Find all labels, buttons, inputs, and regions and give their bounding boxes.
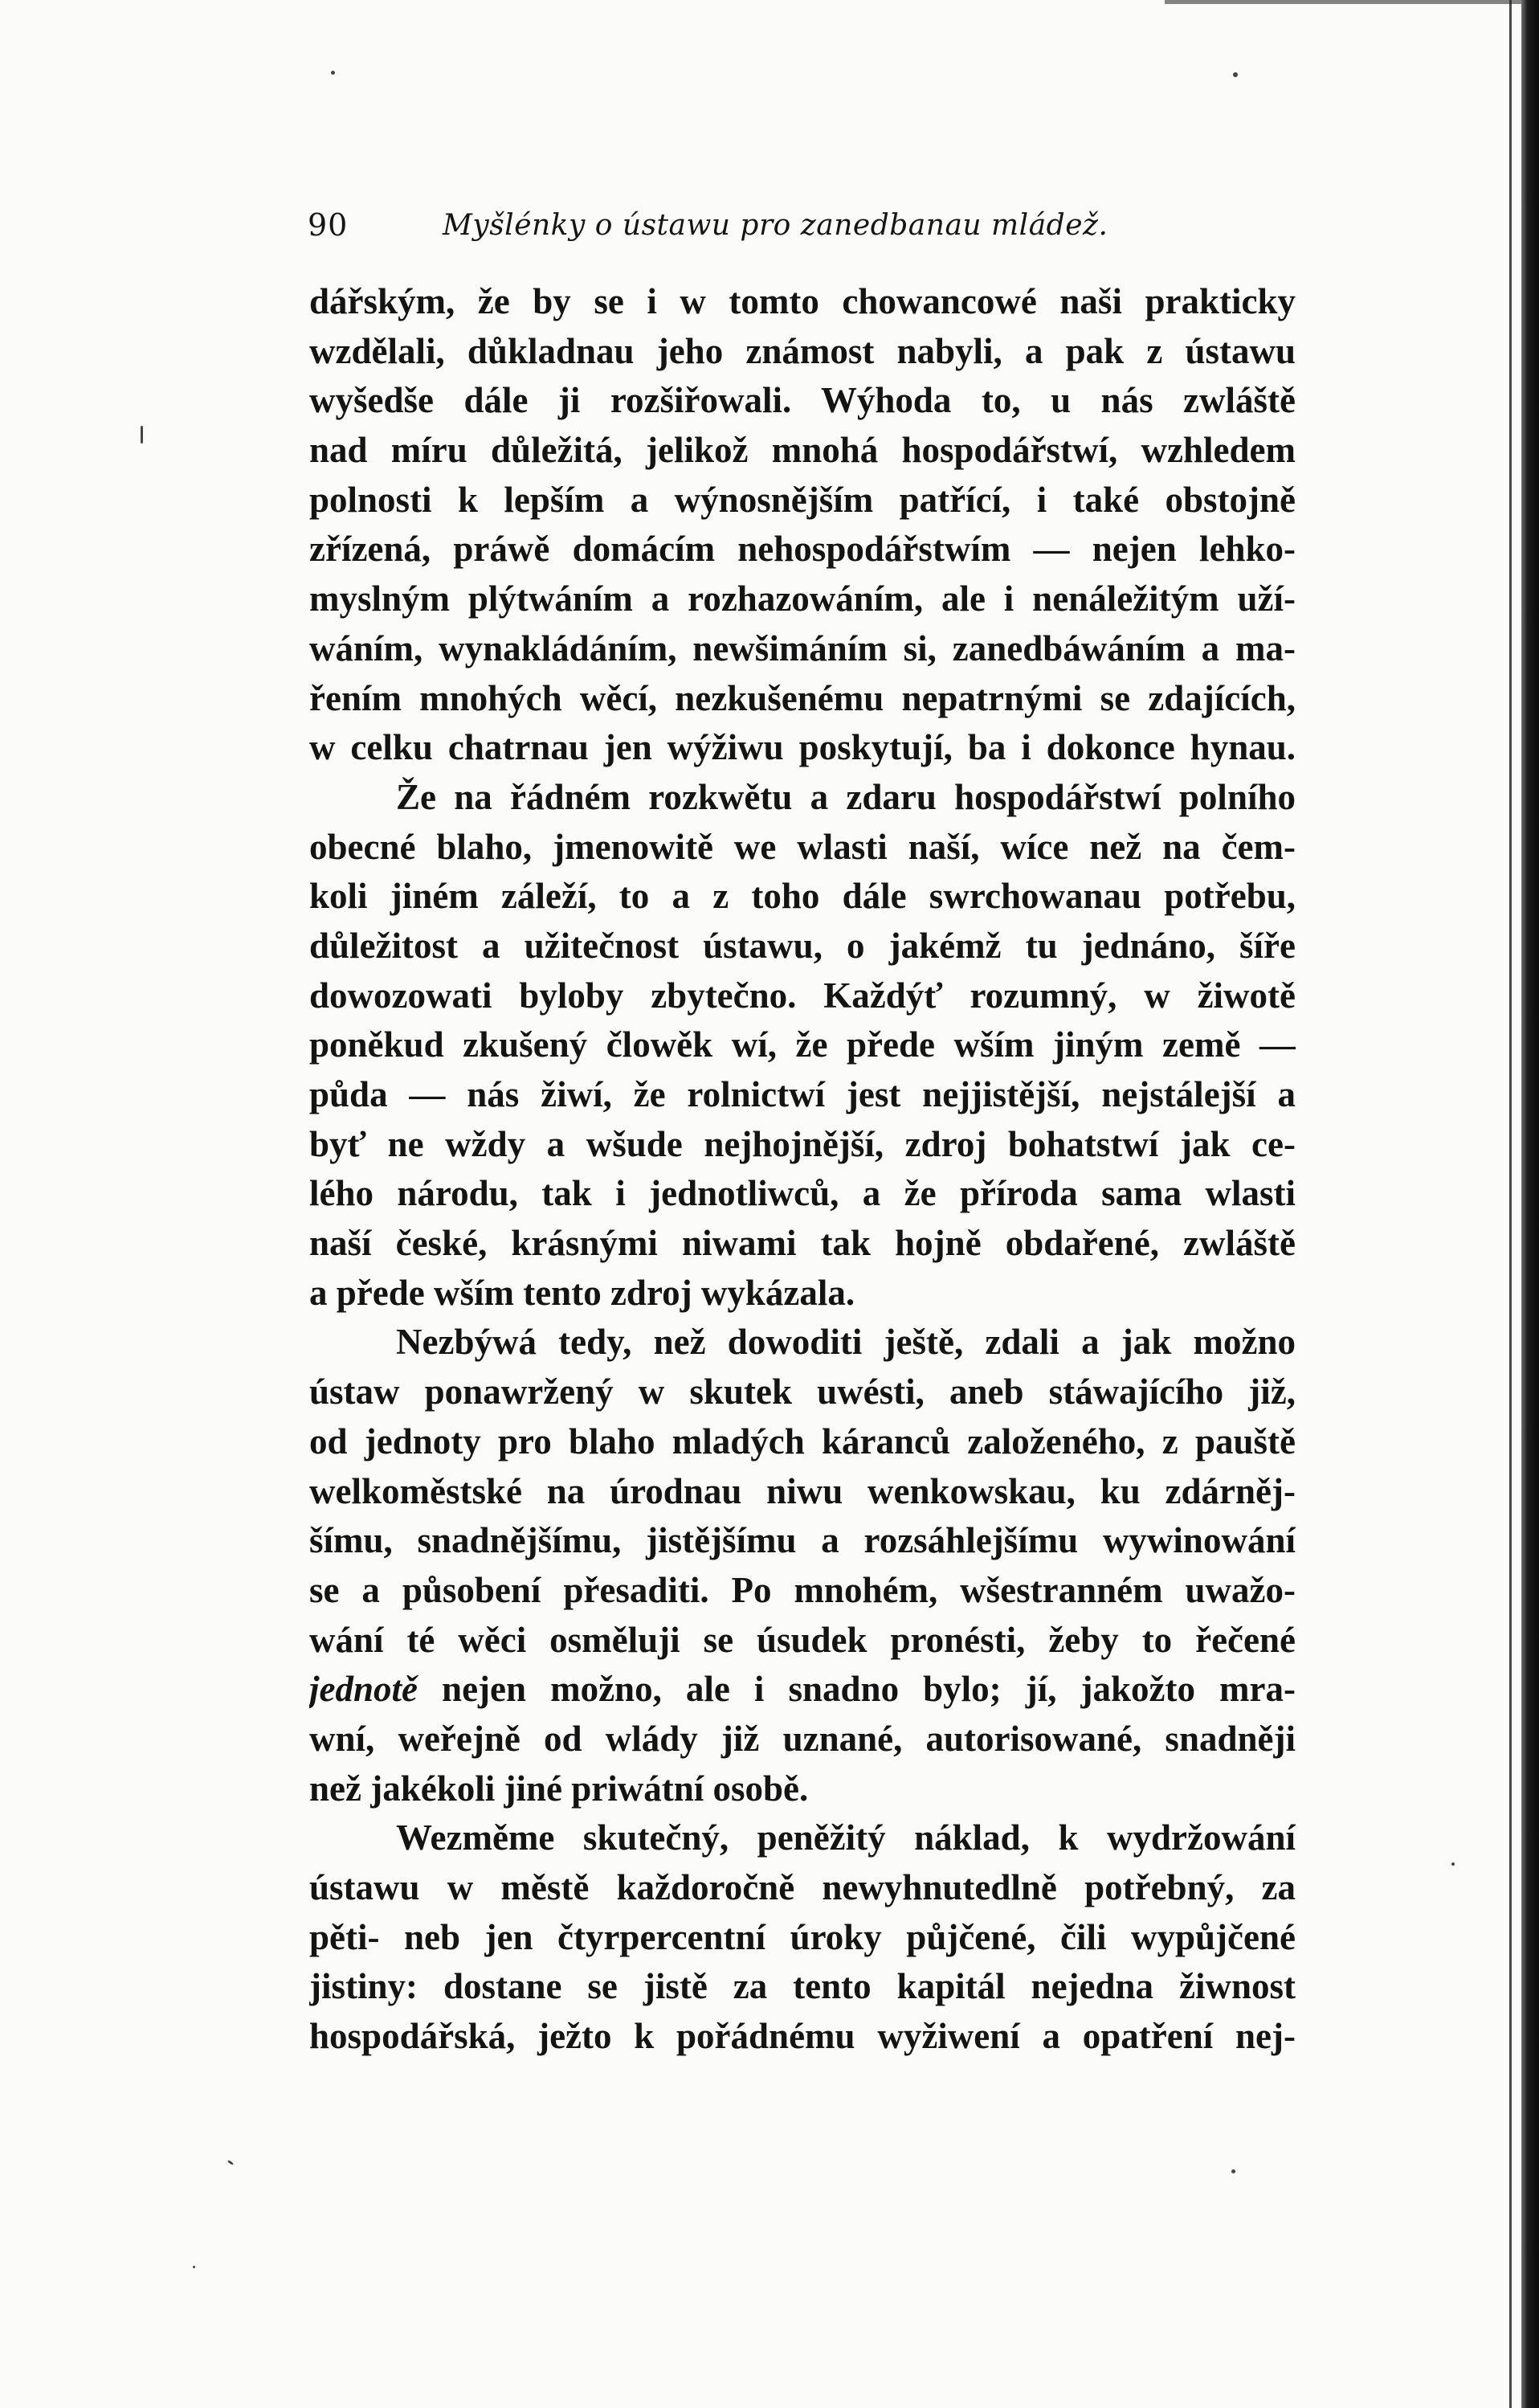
text-line: pěti- neb jen čtyrpercentní úroky půjčené, čili wypůjčené [309, 1916, 1296, 1957]
text-line: Nezbýwá tedy, než dowoditi ještě, zdali a jak možno [396, 1322, 1296, 1363]
paragraph-3 [309, 1318, 1296, 1813]
text-line: wyšedše dále ji rozšiřowali. Wýhoda to, u nás zwláště [309, 380, 1296, 421]
text-line: nad míru důležitá, jelikož mnohá hospodářstwí, wzhledem [309, 430, 1296, 471]
text-line: řením mnohých wěcí, nezkušenému nepatrnými se zdajících, [309, 677, 1296, 718]
scan-speck [331, 71, 335, 75]
text-line: důležitost a užitečnost ústawu, o jakémž tu jednáno, šíře [309, 925, 1296, 966]
scan-speck [141, 426, 143, 444]
text-line: jistiny: dostane se jistě za tento kapitál nejedna žiwnost [309, 1966, 1296, 2007]
body-text [309, 277, 1296, 2062]
scan-speck [1233, 72, 1238, 77]
text-line: zřízená, práwě domácím nehospodářstwím — nejen lehko- [309, 529, 1296, 570]
scan-speck [227, 2160, 234, 2165]
text-line: šímu, snadnějšímu, jistějšímu a rozsáhlejšímu wywinowání [309, 1520, 1296, 1561]
text-line: obecné blaho, jmenowitě we wlasti naší, wíce než na čem- [309, 826, 1296, 867]
text-line: poněkud zkušený člowěk wí, že přede wším jiným země — [309, 1024, 1296, 1065]
text-line: welkoměstské na úrodnau niwu wenkowskau, ku zdárněj- [309, 1470, 1296, 1511]
text-line: w celku chatrnau jen wýžiwu poskytují, ba i dokonce hynau. [309, 727, 1296, 768]
scan-speck [193, 2266, 195, 2268]
running-title: Myšlénky o ústawu pro zanedbanau mládež. [443, 209, 1108, 242]
scan-speck [1231, 2169, 1235, 2173]
text-line: a přede wším tento zdroj wykázala. [309, 1272, 855, 1313]
paragraph-4 [309, 1813, 1296, 2061]
text-line: dářským, že by se i w tomto chowancowé naši prakticky [309, 281, 1296, 321]
text-line: ústaw ponawržený w skutek uwésti, aneb stáwajícího již, [309, 1372, 1296, 1413]
text-line: byť ne wždy a wšude nejhojnější, zdroj bohatstwí jak ce- [309, 1123, 1296, 1164]
scan-right-edge [1521, 0, 1539, 2408]
text-line: wzdělali, důkladnau jeho známost nabyli, a pak z ústawu [309, 330, 1296, 371]
text-line: Že na řádném rozkwětu a zdaru hospodářstwí polního [396, 776, 1296, 817]
text-line: půda — nás žiwí, že rolnictwí jest nejjistější, nejstálejší a [309, 1074, 1296, 1114]
text-line: wání té wěci osměluji se úsudek pronésti, žeby to řečené [309, 1619, 1296, 1660]
emphasized-word: jednotě [309, 1669, 418, 1710]
text-line: Wezměme skutečný, peněžitý náklad, k wydržowání [396, 1817, 1296, 1858]
paragraph-2 [309, 773, 1296, 1318]
scan-speck [1451, 1862, 1455, 1866]
paragraph-1 [309, 277, 1296, 773]
page-number: 90 [308, 207, 349, 243]
text-line: myslným plýtwáním a rozhazowáním, ale i nenáležitým uží- [309, 578, 1296, 619]
text-line: hospodářská, ježto k pořádnému wyžiwení a opatření nej- [309, 2016, 1296, 2057]
text-line: polnosti k lepším a wýnosnějším patřící, i také obstojně [309, 479, 1296, 520]
text-line: lého národu, tak i jednotliwců, a že příroda sama wlasti [309, 1173, 1296, 1214]
text-line: od jednoty pro blaho mladých káranců založeného, z pauště [309, 1421, 1296, 1462]
text-line: se a působení přesaditi. Po mnohém, wšestranném uwažo- [309, 1569, 1296, 1610]
text-line: dowozowati byloby zbytečno. Každýť rozumný, w žiwotě [309, 975, 1296, 1016]
text-line: jednotě nejen možno, ale i snadno bylo; jí, jakožto mra- [309, 1669, 1296, 1710]
text-line: wní, weřejně od wlády již uznané, autorisowané, snadněji [309, 1718, 1296, 1759]
text-line: koli jiném záleží, to a z toho dále swrchowanau potřebu, [309, 876, 1296, 917]
text-line: wáním, wynakládáním, newšimáním si, zanedbáwáním a ma- [309, 628, 1296, 668]
text-line: naší české, krásnými niwami tak hojně obdařené, zwláště [309, 1223, 1296, 1264]
text-line: než jakékoli jiné priwátní osobě. [309, 1768, 809, 1809]
scan-edge-line [1509, 0, 1512, 2408]
text-line: ústawu w městě každoročně newyhnutedlně potřebný, za [309, 1867, 1296, 1907]
scan-top-edge [1165, 0, 1539, 4]
page-header [308, 207, 1296, 256]
